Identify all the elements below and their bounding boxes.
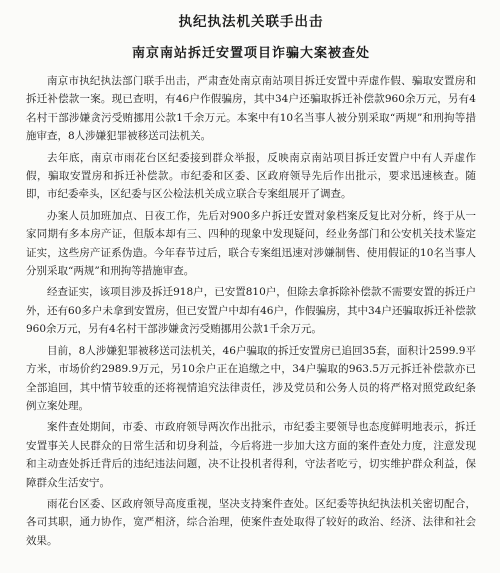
article-paragraph: 经查证实，该项目涉及拆迁918户，已安置810户，但除去拿拆除补偿款不需要安置的拆迁户外，还有60多户未拿到安置房，但已安置户中却有46户，作假骗房，其中34户还骗取拆迁补偿款960余万元，另有4名村干部涉嫌贪污受贿挪用公款1千余万元。 [26,286,476,336]
article-body [26,72,476,550]
article-paragraph: 雨花台区委、区政府领导高度重视，坚决支持案件查处。区纪委等执纪执法机关密切配合，各司其职，通力协作，宽严相济，综合治理，使案件查处取得了较好的政治、经济、法律和社会效果。 [26,497,476,547]
article-headline: 执纪执法机关联手出击 [178,14,324,30]
article-paragraph: 目前，8人涉嫌犯罪被移送司法机关，46户骗取的拆迁安置房已追回35套，面积计2599.9平方米，市场价约2989.9万元，另10余户正在追缴之中，34户骗取的963.5万元拆迁补偿款亦已全部追回，其中情节较重的还将视情追究法律责任，涉及党员和公务人员的将严格对照党政纪条例立案处理。 [26,344,476,412]
article-paragraph: 案件查处期间，市委、市政府领导两次作出批示，市纪委主要领导也态度鲜明地表示，拆迁安置事关人民群众的日常生活和切身利益，今后将进一步加大这方面的案件查处力度，注意发现和主动查处拆迁背后的违纪违法问题，决不让投机者得利，守法者吃亏，切实维护群众利益，保障群众生活安宁。 [26,421,476,489]
article-paragraph: 去年底，南京市雨花台区纪委接到群众举报，反映南京南站项目拆迁安置户中有人弄虚作假，骗取安置房和拆迁补偿款。市纪委和区委、区政府领导先后作出批示，要求迅速核查。随即，市纪委牵头，区纪委与区公检法机关成立联合专案组展开了调查。 [26,151,476,201]
article-paragraph: 办案人员加班加点、日夜工作，先后对900多户拆迁安置对象档案反复比对分析，终于从一家同期有多本房产证，但版本却有三、四种的现象中发现疑问，经业务部门和公安机关技术鉴定证实，这些房产证系伪造。今年春节过后，联合专案组迅速对涉嫌制售、使用假证的10名当事人分别采取“两规”和刑拘等措施审查。 [26,209,476,278]
article-subheadline: 南京南站拆迁安置项目诈骗大案被查处 [131,46,370,61]
article-paragraph: 南京市执纪执法部门联手出击，严肃查处南京南站项目拆迁安置中弄虚作假、骗取安置房和拆迁补偿款一案。现已查明，有46户作假骗房，其中34户还骗取拆迁补偿款960余万元，另有4名村干部涉嫌贪污受贿挪用公款1千余万元。本案中有10名当事人被分别采取“两规”和刑拘等措施审查，8人涉嫌犯罪被移送司法机关。 [26,75,476,143]
